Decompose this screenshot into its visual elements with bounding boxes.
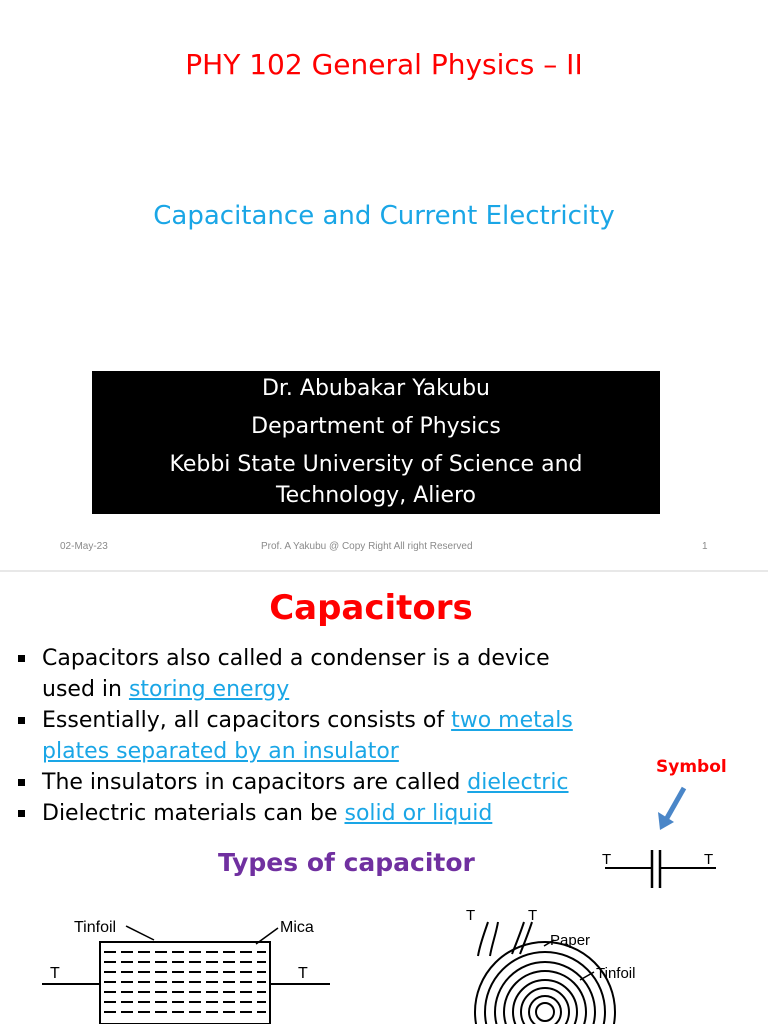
- paper-label-terminal-left: T: [466, 907, 476, 924]
- paper-capacitor-diagram: [440, 900, 670, 1024]
- bullet-square-icon: [18, 779, 25, 786]
- footer-copyright: Prof. A Yakubu @ Copy Right All right Reserved: [261, 541, 473, 552]
- bullet-text: Dielectric materials can be: [42, 801, 345, 826]
- mica-label-mica: Mica: [280, 919, 314, 936]
- types-of-capacitor-title: Types of capacitor: [218, 848, 475, 877]
- symbol-label: Symbol: [656, 757, 727, 777]
- mica-label-terminal-right: T: [298, 965, 308, 982]
- capacitor-symbol-figure: [590, 780, 750, 895]
- mica-label-tinfoil: Tinfoil: [74, 919, 117, 936]
- paper-label-paper: Paper: [550, 932, 591, 949]
- capacitor-symbol-icon: [605, 850, 716, 888]
- capacitor-bullet-list: [14, 643, 634, 829]
- course-title: PHY 102 General Physics – II: [185, 48, 583, 81]
- plates-separated-link[interactable]: plates separated by an insulator: [42, 739, 399, 764]
- bullet-item: [14, 767, 634, 798]
- bullet-square-icon: [18, 810, 25, 817]
- symbol-terminal-right: T: [704, 851, 714, 868]
- dielectric-link[interactable]: dielectric: [467, 770, 569, 795]
- symbol-terminal-left: T: [602, 851, 612, 868]
- author-name: Dr. Abubakar Yakubu: [261, 376, 491, 401]
- mica-label-terminal-left: T: [50, 965, 60, 982]
- arrow-icon: [658, 788, 684, 830]
- author-university-line1: Kebbi State University of Science and: [169, 452, 583, 477]
- mica-capacitor-diagram: [30, 898, 380, 1024]
- bullet-item: [14, 798, 634, 829]
- footer-date: 02-May-23: [60, 541, 108, 552]
- bullet-text: The insulators in capacitors are called: [42, 770, 468, 795]
- author-info-box: [92, 371, 660, 514]
- bullet-item: [14, 705, 634, 767]
- slide-divider: [0, 570, 768, 572]
- bullet-square-icon: [18, 717, 25, 724]
- bullet-square-icon: [18, 655, 25, 662]
- solid-or-liquid-link[interactable]: solid or liquid: [344, 801, 493, 826]
- storing-energy-link[interactable]: storing energy: [128, 677, 290, 702]
- author-department: Department of Physics: [251, 414, 501, 439]
- bullet-item: [14, 643, 634, 705]
- paper-label-terminal-right: T: [528, 907, 538, 924]
- paper-label-tinfoil: Tinfoil: [596, 965, 636, 982]
- two-metals-link[interactable]: two metals: [451, 708, 573, 733]
- bullet-text: used in: [42, 677, 129, 702]
- footer-page-number: 1: [702, 541, 708, 552]
- bullet-text: Essentially, all capacitors consists of: [42, 708, 452, 733]
- bullet-text: Capacitors also called a condenser is a device: [42, 646, 550, 671]
- capacitors-title: Capacitors: [269, 588, 473, 628]
- author-university-line2: Technology, Aliero: [275, 483, 477, 508]
- lecture-subtitle: Capacitance and Current Electricity: [153, 201, 615, 231]
